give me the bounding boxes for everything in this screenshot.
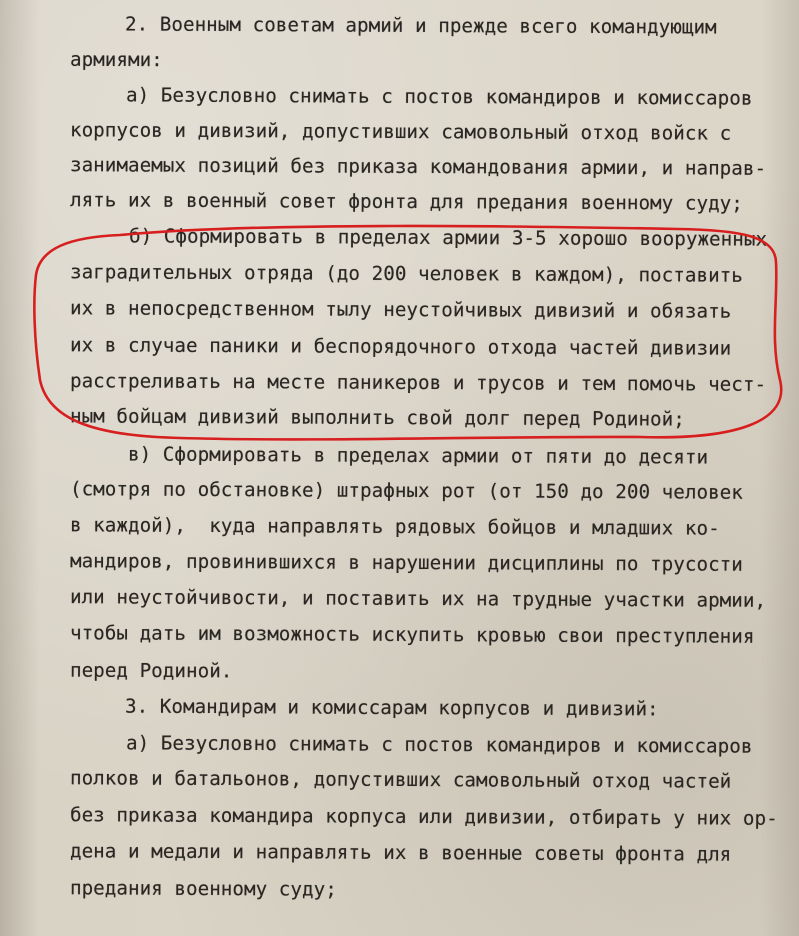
text-line: дена и медали и направлять их в военные советы фронта для (69, 839, 732, 866)
text-line: а) Безусловно снимать с постов командиров и комиссаров (125, 83, 753, 110)
text-line: а) Безусловно снимать с постов командиров и комиссаров (125, 731, 753, 758)
text-line: в каждой), куда направлять рядовых бойцов и младших ко- (69, 513, 720, 540)
text-line: лять их в военный совет фронта для предания военному суду; (69, 188, 743, 215)
text-line: заградительных отряда (до 200 человек в каждом), поставить (69, 260, 743, 287)
text-line: в) Сформировать в пределах армии от пяти до десяти (127, 442, 709, 469)
text-line: перед Родиной. (69, 658, 233, 683)
text-line: или неустойчивости, и поставить их на трудные участки армии, (69, 585, 767, 612)
text-line: их в случае паники и беспорядочного отхода частей дивизии (69, 333, 732, 360)
text-line: армиями: (69, 47, 163, 72)
text-line: чтобы дать им возможность искупить кровью свои преступления (69, 621, 755, 648)
text-line: (смотря по обстановке) штрафных рот (от 150 до 200 человек (69, 477, 743, 504)
text-line: их в непосредственном тылу неустойчивых дивизий и обязать (69, 296, 732, 323)
text-line: корпусов и дивизий, допустивших самовольный отход войск с (69, 118, 732, 145)
text-line: расстреливать на месте паникеров и трусов и тем помочь чест- (69, 369, 767, 396)
text-line: 3. Командирам и комиссарам корпусов и дивизий: (124, 694, 659, 721)
text-line: предания военному суду; (69, 876, 337, 901)
text-line: занимаемых позиций без приказа командования армии, и направ- (69, 153, 767, 180)
text-line: полков и батальонов, допустивших самовольный отход частей (69, 766, 732, 793)
text-line: ным бойцам дивизий выполнить свой долг перед Родиной; (69, 404, 685, 431)
text-line: мандиров, провинившихся в нарушении дисциплины по трусости (69, 549, 743, 576)
text-line: без приказа командира корпуса или дивизии, отбирать у них ор- (69, 803, 778, 830)
text-line: 2. Военным советам армий и прежде всего командующим (124, 12, 717, 39)
text-line: б) Сформировать в пределах армии 3-5 хорошо вооруженных (128, 224, 768, 251)
